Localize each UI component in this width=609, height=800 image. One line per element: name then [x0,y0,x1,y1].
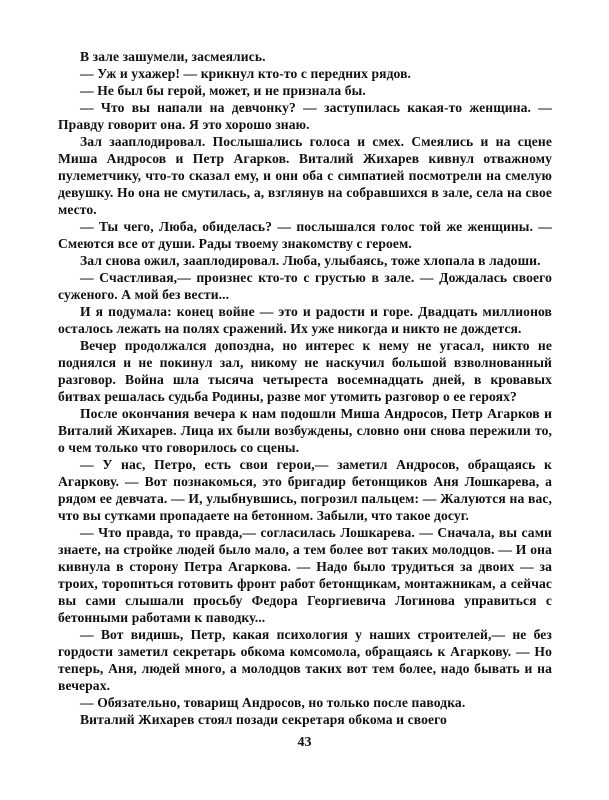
paragraph: — У нас, Петро, есть свои герои,— заметил Андросов, обращаясь к Агаркову. — Вот познакомься, это бригадир бетонщиков Аня Лошкарева, а рядом ее девчата. — И, улыбнувшись, погрозил пальцем: — Жалуются на вас, что вы сутками пропадаете на бетонном. Забыли, что такое досуг. [58,457,552,523]
paragraph: Зал снова ожил, зааплодировал. Люба, улыбаясь, тоже хлопала в ладоши. [80,253,541,268]
paragraph: — Что вы напали на девчонку? — заступилась какая-то женщина. — Правду говорит она. Я это хорошо знаю. [58,100,552,132]
paragraph: Зал зааплодировал. Послышались голоса и смех. Смеялись и на сцене Миша Андросов и Петр Агарков. Виталий Жихарев кивнул отважному пулеметчику, что-то сказал ему, и они оба с симпатией посмотрели на смелую девушку. Но она не смутилась, а, взглянув на собравшихся в зале, села на свое место. [58,134,552,217]
paragraph: Виталий Жихарев стоял позади секретаря обкома и своего [80,712,447,727]
paragraph: — Обязательно, товарищ Андросов, но только после паводка. [80,695,466,710]
book-page-text [58,48,552,728]
paragraph: — Что правда, то правда,— согласилась Лошкарева. — Сначала, вы сами знаете, на стройке людей было мало, а тем более вот таких молодцов. — И она кивнула в сторону Петра Агаркова. — Надо было трудиться за двоих — за троих, торопиться готовить фронт работ бетонщикам, монтажникам, а сейчас вы сами слышали просьбу Федора Георгиевича Логинова управиться с бетонными работами к паводку... [58,525,552,625]
paragraph: — Уж и ухажер! — крикнул кто-то с передних рядов. [80,66,412,81]
paragraph: — Не был бы герой, может, и не признала бы. [80,83,366,98]
paragraph: И я подумала: конец войне — это и радости и горе. Двадцать миллионов осталось лежать на полях сражений. Их уже никогда и никто не дождется. [58,304,552,336]
paragraph: — Ты чего, Люба, обиделась? — послышался голос той же женщины. — Смеются все от души. Рады твоему знакомству с героем. [58,219,552,251]
page-number: 43 [297,735,312,750]
paragraph: — Вот видишь, Петр, какая психология у наших строителей,— не без гордости заметил секретарь обкома комсомола, обращаясь к Агаркову. — Но теперь, Аня, людей много, а молодцов таких вот тем более, надо бывать и на вечерах. [58,627,552,693]
paragraph: После окончания вечера к нам подошли Миша Андросов, Петр Агарков и Виталий Жихарев. Лица их были возбуждены, словно они снова пережили то, о чем только что говорилось со сцены. [58,406,552,455]
paragraph: В зале зашумели, засмеялись. [80,49,266,64]
paragraph: — Счастливая,— произнес кто-то с грустью в зале. — Дождалась своего суженого. А мой без вести... [58,270,552,302]
paragraph: Вечер продолжался допоздна, но интерес к нему не угасал, никто не поднялся и не покинул зал, никому не наскучил большой взволнованный разговор. Война шла тысяча четыреста восемнадцать дней, в кровавых битвах решалась судьба Родины, разве мог утомить разговор о ее героях? [58,338,552,404]
